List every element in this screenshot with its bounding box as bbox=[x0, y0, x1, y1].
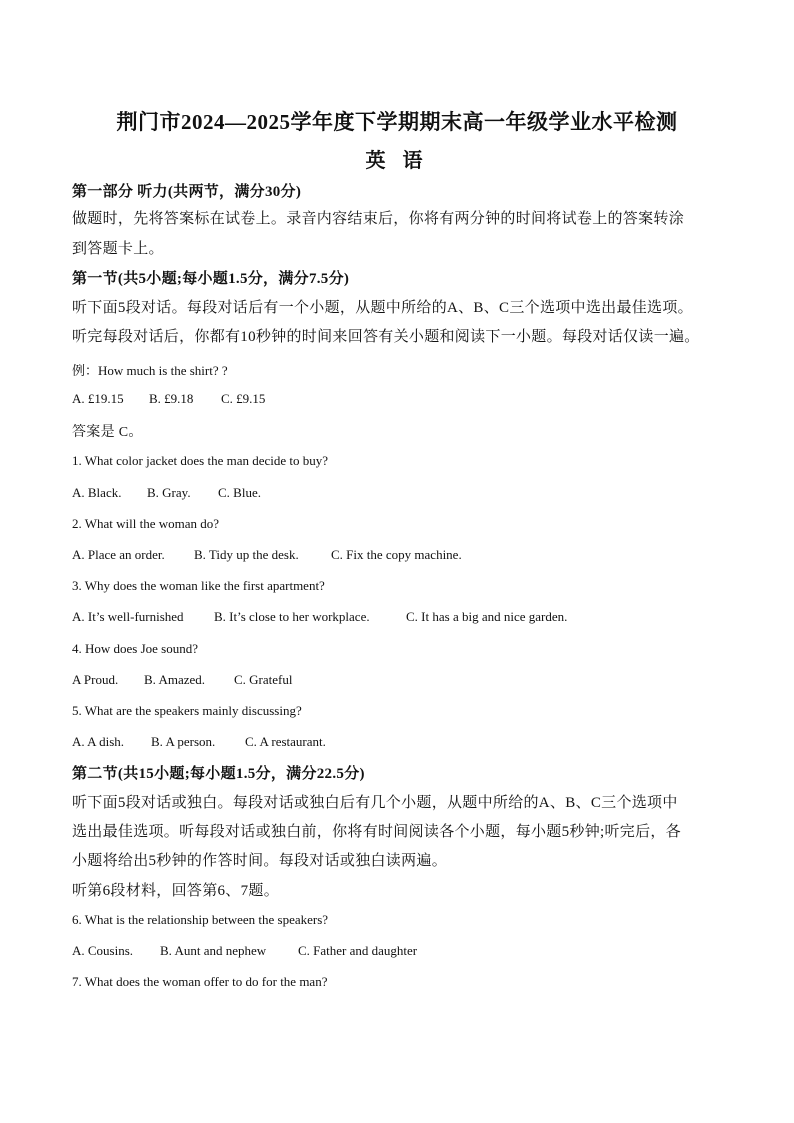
section1-heading: 第一节(共5小题;每小题1.5分，满分7.5分) bbox=[72, 271, 350, 287]
question-6-option-a: A. Cousins. bbox=[72, 943, 134, 958]
question-4: 4. How does Joe sound? bbox=[72, 641, 199, 656]
question-6: 6. What is the relationship between the speakers? bbox=[72, 912, 329, 927]
section2-line1: 听下面5段对话或独白。每段对话或独白后有几个小题，从题中所给的A、B、C三个选项中 bbox=[72, 795, 678, 811]
question-4-option-a: A Proud. bbox=[72, 672, 119, 687]
exam-title: 荆门市2024—2025学年度下学期期末高一年级学业水平检测 bbox=[116, 110, 678, 134]
section2-line2: 选出最佳选项。听每段对话或独白前，你将有时间阅读各个小题，每小题5秒钟;听完后，各 bbox=[72, 824, 681, 840]
question-5-option-a: A. A dish. bbox=[72, 734, 125, 749]
question-5-option-b: B. A person. bbox=[151, 734, 216, 749]
question-2-option-c: C. Fix the copy machine. bbox=[331, 547, 462, 562]
part1-heading: 第一部分 听力(共两节，满分30分) bbox=[72, 184, 302, 200]
question-2-option-b: B. Tidy up the desk. bbox=[194, 547, 299, 562]
question-3-option-b: B. It’s close to her workplace. bbox=[214, 609, 370, 624]
question-6-option-c: C. Father and daughter bbox=[298, 943, 418, 958]
section2-material-6: 听第6段材料，回答第6、7题。 bbox=[72, 883, 280, 899]
question-3-option-c: C. It has a big and nice garden. bbox=[406, 609, 568, 624]
example-question: 例：How much is the shirt? ? bbox=[72, 363, 228, 378]
question-2: 2. What will the woman do? bbox=[72, 516, 220, 531]
section2-line3: 小题将给出5秒钟的作答时间。每段对话或独白读两遍。 bbox=[72, 853, 448, 869]
question-5: 5. What are the speakers mainly discussing? bbox=[72, 703, 302, 718]
question-4-option-c: C. Grateful bbox=[234, 672, 293, 687]
example-option-c: C. £9.15 bbox=[221, 391, 266, 406]
question-2-option-a: A. Place an order. bbox=[72, 547, 165, 562]
question-3-option-a: A. It’s well-furnished bbox=[72, 609, 184, 624]
subject-title: 英 语 bbox=[365, 150, 429, 172]
question-3: 3. Why does the woman like the first apartment? bbox=[72, 578, 325, 593]
section2-heading: 第二节(共15小题;每小题1.5分，满分22.5分) bbox=[72, 766, 365, 782]
question-1-option-c: C. Blue. bbox=[218, 485, 261, 500]
example-option-a: A. £19.15 bbox=[72, 391, 124, 406]
example-answer: 答案是 C。 bbox=[72, 425, 143, 440]
section1-line2: 听完每段对话后，你都有10秒钟的时间来回答有关小题和阅读下一小题。每段对话仅读一遍。 bbox=[72, 329, 700, 345]
question-1-option-a: A. Black. bbox=[72, 485, 122, 500]
question-5-option-c: C. A restaurant. bbox=[245, 734, 326, 749]
question-4-option-b: B. Amazed. bbox=[144, 672, 206, 687]
question-1-option-b: B. Gray. bbox=[147, 485, 191, 500]
example-option-b: B. £9.18 bbox=[149, 391, 194, 406]
question-7: 7. What does the woman offer to do for the man? bbox=[72, 974, 328, 989]
section1-line1: 听下面5段对话。每段对话后有一个小题，从题中所给的A、B、C三个选项中选出最佳选项。 bbox=[72, 300, 693, 316]
part1-instruction-line2: 到答题卡上。 bbox=[72, 241, 164, 257]
part1-instruction-line1: 做题时，先将答案标在试卷上。录音内容结束后，你将有两分钟的时间将试卷上的答案转涂 bbox=[72, 211, 685, 227]
question-1: 1. What color jacket does the man decide to buy? bbox=[72, 453, 329, 468]
question-6-option-b: B. Aunt and nephew bbox=[160, 943, 267, 958]
